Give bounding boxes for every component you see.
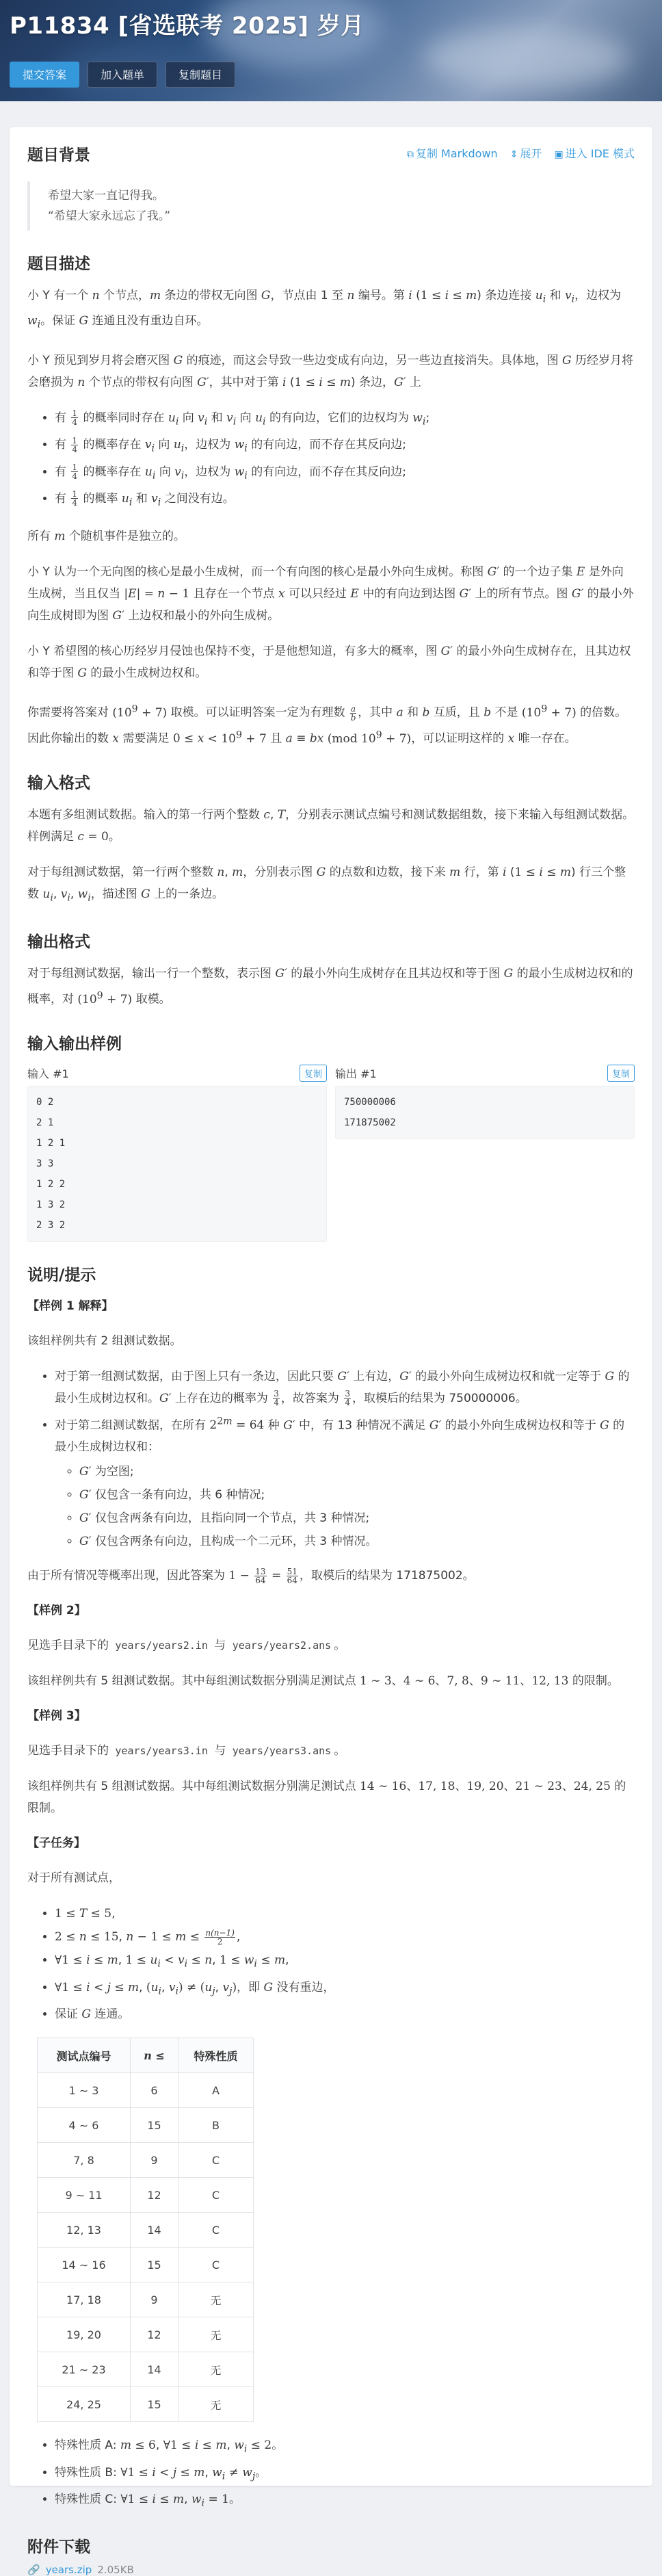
- file-path: years/years3.in: [115, 1745, 208, 1758]
- sample-input-label: 输入 #1: [27, 1067, 69, 1080]
- description-paragraph: 所有 m 个随机事件是独立的。: [27, 530, 185, 544]
- list-item: • 对于第二组测试数据，在所有 $2^{2m} = 64$ 种 G′ 中，有 13 种情况不满足 G′ 的最小外向生成树边权和等于 G 的最小生成树边权和： ◦ G′ 为空图; ◦ G′ 仅包含一条有向边，共 6 种情况; ◦ G′ 仅包含两条有向边，且指向同一个节点，共 3 种情况; ◦ G′ 仅包含两条有向边，且构成一个二元环，共 3 种情况。: [55, 1411, 635, 1553]
- list-item: • 有 $\frac{1}{4}$ 的概率存在 $u_i$ 向 $v_i$，边权为 $w_i$ 的有向边，而不存在其反向边;: [55, 461, 635, 486]
- submit-button[interactable]: 提交答案: [10, 62, 79, 88]
- output-format-heading: 输出格式: [27, 933, 90, 952]
- input-format-heading: 输入格式: [27, 774, 90, 792]
- background-quote: 希望大家一直记得我。 “希望大家永远忘了我。”: [27, 181, 635, 231]
- list-item: • 有 $\frac{1}{4}$ 的概率存在 $v_i$ 向 $u_i$，边权为 $w_i$ 的有向边，而不存在其反向边;: [55, 434, 635, 459]
- sample3-title: 【样例 3】: [27, 1709, 86, 1723]
- file-path: years/years2.ans: [232, 1639, 332, 1652]
- attachments-section: [27, 2534, 635, 2576]
- list-item: • ∀1 ≤ i ≤ m, $1 \le u_i < v_i \le n$, $1 \le w_i \le m$,: [55, 1949, 635, 1975]
- table-row: 12, 13 14 C: [38, 2213, 254, 2248]
- hint-paragraph: 对于所有测试点，: [27, 1871, 120, 1886]
- output-format-paragraph: 对于每组测试数据，输出一行一个整数，表示图 G′ 的最小外向生成树存在且其边权和等于图 G 的最小生成树边权和的概率，对 $(10^9 + 7)$ 取模。: [27, 967, 633, 1006]
- table-header: 测试点编号: [38, 2038, 131, 2073]
- description-paragraph: 小 Y 预见到岁月将会磨灭图 G 的痕迹，而这会导致一些边变成有向边，另一些边直接消失。具体地，图 G 历经岁月将会磨损为 n 个节点的带权有向图 G′，其中对于第 i (1 ≤ i ≤ m) 条边，G′ 上: [27, 353, 634, 389]
- table-row: 9 ∼ 11 12 C: [38, 2178, 254, 2213]
- description-paragraph: 小 Y 希望图的核心历经岁月侵蚀也保持不变，于是他想知道，有多大的概率，图 G′ 的最小外向生成树存在，且其边权和等于图 G 的最小生成树边权和。: [27, 645, 631, 681]
- sample1-list: [27, 1366, 635, 1553]
- input-format-paragraph: 对于每组测试数据，第一行两个整数 n, m，分别表示图 G 的点数和边数，接下来 m 行，第 i (1 ≤ i ≤ m) 行三个整数 $u_i$, $v_i$, $w_i$，描述图 G 上的一条边。: [27, 865, 626, 904]
- table-row: 21 ∼ 23 14 无: [38, 2352, 254, 2387]
- description-section: [27, 251, 635, 750]
- attachment-link[interactable]: years.zip: [45, 2564, 92, 2576]
- subtask-table: [37, 2038, 254, 2422]
- list-item: • 2 ≤ n ≤ 15, n − 1 ≤ m ≤ $\frac{n(n-1)}{2}$ ,: [55, 1926, 635, 1948]
- list-item: • 对于第一组测试数据，由于图上只有一条边，因此只要 G′ 上有边，G′ 的最小外向生成树边权和就一定等于 G 的最小生成树边权和。G′ 上存在边的概率为 $\frac{3}{4}$ ，故答案为 $\frac{3}{4}$ ，取模后的结果为 750000006。: [55, 1366, 635, 1409]
- file-path: years/years3.ans: [232, 1745, 332, 1758]
- expand-icon: ⇕: [509, 149, 518, 160]
- sample2-title: 【样例 2】: [27, 1604, 86, 1618]
- description-paragraph: 小 Y 认为一个无向图的核心是最小生成树，而一个有向图的核心是最小外向生成树。称图 G′ 的一个边子集 E 是外向生成树，当且仅当 |E| = n − 1 且存在一个节点 x 可以只经过 E 中的有向边到达图 G′ 上的所有节点。图 G′ 的最小外向生成树即为图 G′ 上边权和最小的外向生成树。: [27, 565, 634, 623]
- input-format-section: [27, 770, 635, 909]
- sample-input-box: [27, 1065, 327, 1242]
- constraints-list: [27, 1903, 635, 2025]
- copy-input-button[interactable]: 复制: [300, 1065, 327, 1082]
- description-paragraph: 小 Y 有一个 n 个节点，m 条边的带权无向图 G，节点由 1 至 n 编号。第 i (1 ≤ i ≤ m) 条边连接 $u_i$ 和 $v_i$，边权为 $w_i$。保证 G 连通且没有重边自环。: [27, 289, 622, 330]
- samples-heading: 输入输出样例: [27, 1035, 122, 1053]
- hint-paragraph: 见选手目录下的 years/years2.in 与 years/years2.ans 。: [27, 1639, 346, 1653]
- list-item: • 特殊性质 C: ∀1 ≤ i ≤ m, $w_i = 1$。: [55, 2488, 635, 2514]
- sample-output-box: [335, 1065, 635, 1242]
- table-row: 24, 25 15 无: [38, 2387, 254, 2422]
- ide-mode-link[interactable]: ▣ 进入 IDE 模式: [554, 147, 635, 160]
- header-actions: [10, 62, 235, 88]
- hint-heading: 说明/提示: [27, 1266, 96, 1284]
- table-row: 7, 8 9 C: [38, 2143, 254, 2178]
- hint-paragraph: 该组样例共有 5 组测试数据。其中每组测试数据分别满足测试点 14 ∼ 16、17, 18、19, 20、21 ∼ 23、24, 25 的限制。: [27, 1780, 626, 1816]
- attachment-size: 2.05KB: [97, 2564, 134, 2576]
- problem-title: P11834 [省选联考 2025] 岁月: [10, 12, 365, 40]
- paperclip-icon: 🔗: [27, 2564, 40, 2576]
- add-to-list-button[interactable]: 加入题单: [88, 62, 157, 88]
- header-decoration: [424, 27, 629, 89]
- table-row: 4 ∼ 6 15 B: [38, 2108, 254, 2143]
- list-item: • 保证 G 连通。: [55, 2003, 635, 2025]
- list-item: • 特殊性质 A: m ≤ 6, ∀1 ≤ i ≤ m, $w_i \le 2$。: [55, 2434, 635, 2460]
- hint-paragraph: 见选手目录下的 years/years3.in 与 years/years3.ans 。: [27, 1744, 346, 1758]
- expand-link[interactable]: ⇕ 展开: [509, 147, 542, 160]
- table-header: 特殊性质: [178, 2038, 254, 2073]
- problem-header: [0, 0, 662, 101]
- sample-io: [27, 1065, 635, 1242]
- background-section: [27, 142, 635, 231]
- code-icon: ▣: [554, 149, 564, 160]
- problem-card: [10, 127, 652, 2576]
- list-item: ◦ G′ 为空图;: [79, 1461, 635, 1483]
- list-item: ◦ G′ 仅包含两条有向边，且构成一个二元环，共 3 种情况。: [79, 1531, 635, 1552]
- table-row: 14 ∼ 16 15 C: [38, 2248, 254, 2282]
- table-header: n ≤: [131, 2038, 178, 2073]
- copy-output-button[interactable]: 复制: [607, 1065, 635, 1082]
- copy-icon: ⧉: [406, 149, 414, 160]
- subtask-title: 【子任务】: [27, 1836, 85, 1851]
- list-item: • 1 ≤ T ≤ 5,: [55, 1903, 635, 1925]
- sample-output-label: 输出 #1: [335, 1067, 377, 1080]
- list-item: ◦ G′ 仅包含一条有向边，共 6 种情况;: [79, 1484, 635, 1506]
- list-item: ◦ G′ 仅包含两条有向边，且指向同一个节点，共 3 种情况;: [79, 1507, 635, 1529]
- attachment-item: [27, 2564, 635, 2576]
- sample-output[interactable]: 750000006 171875002: [335, 1086, 635, 1139]
- properties-list: [27, 2434, 635, 2514]
- sample1-title: 【样例 1 解释】: [27, 1299, 114, 1313]
- table-row: 17, 18 9 无: [38, 2282, 254, 2317]
- output-format-section: [27, 929, 635, 1011]
- copy-problem-button[interactable]: 复制题目: [166, 62, 235, 88]
- list-item: • 有 $\frac{1}{4}$ 的概率 $u_i$ 和 $v_i$ 之间没有边。: [55, 488, 635, 513]
- hint-paragraph: 该组样例共有 5 组测试数据。其中每组测试数据分别满足测试点 1 ∼ 3、4 ∼ 6、7, 8、9 ∼ 11、12, 13 的限制。: [27, 1674, 619, 1689]
- sample-input[interactable]: 0 2 2 1 1 2 1 3 3 1 2 2 1 3 2 2 3 2: [27, 1086, 327, 1242]
- list-item: • ∀1 ≤ i < j ≤ m, ($u_i$, $v_i) \ne (u_j$, $v_j$)，即 G 没有重边，: [55, 1977, 635, 2002]
- sub-list: [55, 1461, 635, 1552]
- table-row: 1 ∼ 3 6 A: [38, 2073, 254, 2108]
- toolbar: [407, 145, 635, 161]
- hint-section: [27, 1262, 635, 2514]
- list-item: • 特殊性质 B: ∀1 ≤ i < j ≤ m, $w_i \ne w_j$。: [55, 2462, 635, 2487]
- table-row: 19, 20 12 无: [38, 2317, 254, 2352]
- background-heading: 题目背景: [27, 146, 90, 164]
- hint-paragraph: 该组样例共有 2 组测试数据。: [27, 1333, 182, 1348]
- copy-markdown-link[interactable]: ⧉ 复制 Markdown: [406, 147, 498, 160]
- list-item: • 有 $\frac{1}{4}$ 的概率同时存在 $u_i$ 向 $v_i$ 和 $v_i$ 向 $u_i$ 的有向边，它们的边权均为 $w_i$;: [55, 407, 635, 432]
- description-paragraph: 你需要将答案对 $(10^9 + 7)$ 取模。可以证明答案一定为有理数 $\frac{a}{b}$ ，其中 a 和 b 互质，且 b 不是 $(10^9 + 7)$ 的倍数。因此你输出的数 x 需要满足 $0 \le x < 10^9 + 7$ 且 a ≡ bx (mod $10^9 + 7$)，可以证明这样的 x 唯一存在。: [27, 703, 627, 746]
- attachments-heading: 附件下载: [27, 2538, 90, 2557]
- file-path: years/years2.in: [115, 1639, 208, 1652]
- samples-section: [27, 1031, 635, 1242]
- hint-paragraph: 由于所有情况等概率出现，因此答案为 1 − $\frac{13}{64}$ = $\frac{51}{64}$ ，取模后的结果为 171875002。: [27, 1566, 475, 1585]
- input-format-paragraph: 本题有多组测试数据。输入的第一行两个整数 c, T，分别表示测试点编号和测试数据组数，接下来输入每组测试数据。样例满足 c = 0。: [27, 807, 635, 844]
- probability-list: [27, 407, 635, 514]
- description-heading: 题目描述: [27, 255, 90, 273]
